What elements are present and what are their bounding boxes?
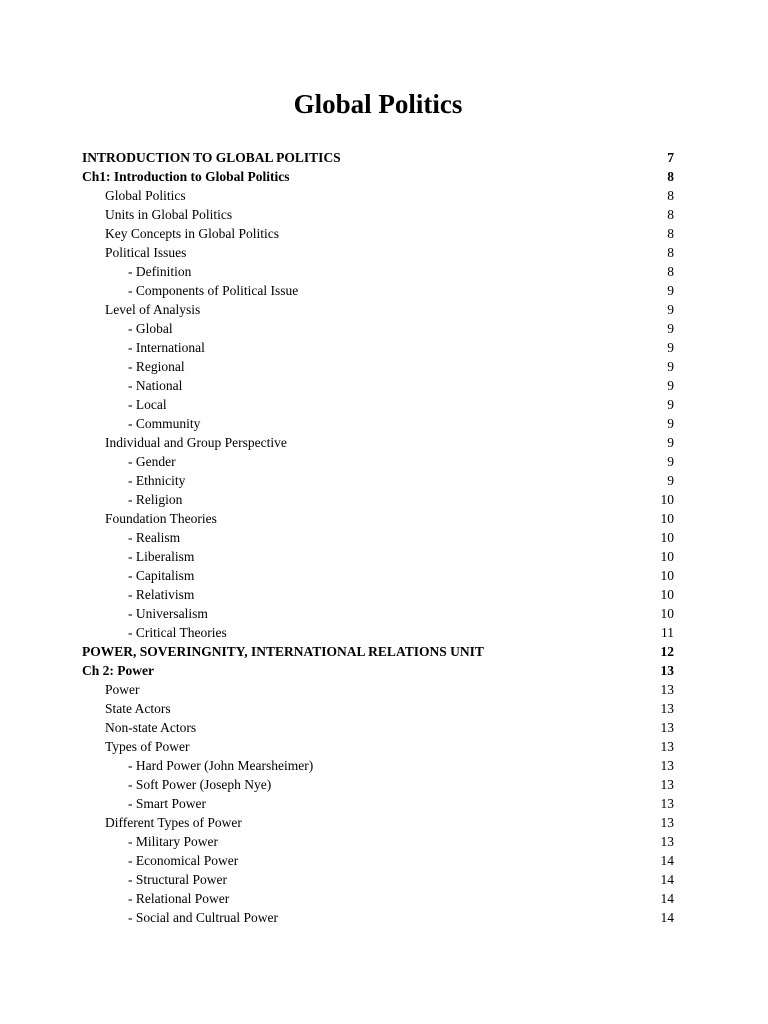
- toc-entry-label: - Liberalism: [128, 549, 195, 564]
- toc-entry-page-number: 10: [660, 568, 674, 583]
- toc-entry[interactable]: [82, 205, 674, 224]
- toc-entry[interactable]: [82, 889, 674, 908]
- toc-entry[interactable]: [82, 186, 674, 205]
- toc-entry-label: - International: [128, 340, 205, 355]
- table-of-contents: [82, 148, 674, 927]
- toc-entry-page-number: 10: [660, 530, 674, 545]
- toc-entry-page-number: 9: [667, 416, 674, 431]
- toc-entry[interactable]: [82, 623, 674, 642]
- toc-entry-label: - Definition: [128, 264, 192, 279]
- toc-entry-page-number: 10: [660, 606, 674, 621]
- toc-entry[interactable]: [82, 281, 674, 300]
- toc-entry[interactable]: [82, 414, 674, 433]
- toc-entry[interactable]: [82, 851, 674, 870]
- toc-entry-page-number: 9: [667, 473, 674, 488]
- toc-entry-page-number: 7: [667, 150, 674, 165]
- toc-entry-page-number: 13: [660, 758, 674, 773]
- toc-entry[interactable]: [82, 604, 674, 623]
- toc-entry-label: INTRODUCTION TO GLOBAL POLITICS: [82, 150, 341, 165]
- toc-entry-label: - Soft Power (Joseph Nye): [128, 777, 272, 792]
- toc-entry-label: - Hard Power (John Mearsheimer): [128, 758, 314, 773]
- toc-entry-label: - Global: [128, 321, 173, 336]
- toc-entry-page-number: 9: [667, 397, 674, 412]
- toc-entry[interactable]: [82, 338, 674, 357]
- toc-entry-page-number: 9: [667, 283, 674, 298]
- toc-entry-label: - Smart Power: [128, 796, 206, 811]
- toc-entry-page-number: 13: [660, 663, 674, 678]
- toc-entry-label: Ch 2: Power: [82, 663, 154, 678]
- toc-entry-page-number: 13: [660, 682, 674, 697]
- toc-entry[interactable]: [82, 395, 674, 414]
- toc-entry-page-number: 14: [660, 872, 674, 887]
- toc-entry-label: - Relational Power: [128, 891, 230, 906]
- toc-entry-page-number: 10: [660, 511, 674, 526]
- toc-entry-label: State Actors: [105, 701, 171, 716]
- toc-entry-label: - Regional: [128, 359, 185, 374]
- toc-entry-page-number: 9: [667, 340, 674, 355]
- toc-entry[interactable]: [82, 528, 674, 547]
- toc-entry[interactable]: [82, 794, 674, 813]
- toc-entry-label: - Universalism: [128, 606, 208, 621]
- toc-entry[interactable]: [82, 585, 674, 604]
- toc-entry-label: Different Types of Power: [105, 815, 242, 830]
- toc-entry-label: Individual and Group Perspective: [105, 435, 287, 450]
- toc-entry-page-number: 8: [667, 226, 674, 241]
- toc-entry[interactable]: [82, 718, 674, 737]
- toc-entry[interactable]: [82, 813, 674, 832]
- toc-entry[interactable]: [82, 908, 674, 927]
- toc-entry[interactable]: [82, 775, 674, 794]
- toc-entry[interactable]: [82, 167, 674, 186]
- toc-entry[interactable]: [82, 148, 674, 167]
- toc-entry[interactable]: [82, 756, 674, 775]
- toc-entry-page-number: 8: [667, 264, 674, 279]
- toc-entry-page-number: 10: [660, 587, 674, 602]
- toc-entry-label: Types of Power: [105, 739, 190, 754]
- toc-entry[interactable]: [82, 452, 674, 471]
- toc-entry-page-number: 14: [660, 910, 674, 925]
- toc-entry[interactable]: [82, 699, 674, 718]
- page-title: Global Politics: [293, 89, 463, 119]
- toc-entry-label: Foundation Theories: [105, 511, 217, 526]
- toc-entry-page-number: 9: [667, 454, 674, 469]
- toc-entry-label: - Ethnicity: [128, 473, 186, 488]
- toc-entry-page-number: 8: [667, 245, 674, 260]
- toc-entry-label: Global Politics: [105, 188, 186, 203]
- toc-entry-page-number: 13: [660, 720, 674, 735]
- toc-entry-label: - Religion: [128, 492, 183, 507]
- toc-entry-label: POWER, SOVERINGNITY, INTERNATIONAL RELATIONS UNIT: [82, 644, 484, 659]
- toc-entry-page-number: 8: [667, 207, 674, 222]
- toc-entry[interactable]: [82, 224, 674, 243]
- toc-entry[interactable]: [82, 547, 674, 566]
- toc-entry-label: - Local: [128, 397, 167, 412]
- toc-entry[interactable]: [82, 262, 674, 281]
- toc-entry-page-number: 9: [667, 435, 674, 450]
- toc-entry-label: - Components of Political Issue: [128, 283, 299, 298]
- toc-entry-page-number: 9: [667, 378, 674, 393]
- toc-entry-page-number: 10: [660, 549, 674, 564]
- toc-entry-label: - Community: [128, 416, 201, 431]
- toc-entry-page-number: 10: [660, 492, 674, 507]
- toc-entry-page-number: 11: [661, 625, 674, 640]
- toc-entry-page-number: 13: [660, 739, 674, 754]
- toc-entry-label: Non-state Actors: [105, 720, 197, 735]
- toc-entry[interactable]: [82, 433, 674, 452]
- toc-entry-label: - Structural Power: [128, 872, 227, 887]
- toc-entry-label: - National: [128, 378, 183, 393]
- toc-entry[interactable]: [82, 870, 674, 889]
- toc-entry-label: - Realism: [128, 530, 181, 545]
- toc-entry-page-number: 13: [660, 796, 674, 811]
- toc-entry[interactable]: [82, 319, 674, 338]
- toc-entry-label: Ch1: Introduction to Global Politics: [82, 169, 290, 184]
- toc-entry[interactable]: [82, 832, 674, 851]
- toc-entry-page-number: 9: [667, 321, 674, 336]
- toc-entry-page-number: 9: [667, 359, 674, 374]
- toc-entry-page-number: 9: [667, 302, 674, 317]
- toc-entry-page-number: 13: [660, 834, 674, 849]
- toc-entry-label: Units in Global Politics: [105, 207, 233, 222]
- toc-entry-label: - Military Power: [128, 834, 218, 849]
- toc-entry[interactable]: [82, 737, 674, 756]
- toc-entry[interactable]: [82, 357, 674, 376]
- toc-entry-page-number: 8: [667, 188, 674, 203]
- toc-entry-label: Level of Analysis: [105, 302, 201, 317]
- toc-entry-page-number: 13: [660, 815, 674, 830]
- toc-entry[interactable]: [82, 680, 674, 699]
- toc-entry[interactable]: [82, 376, 674, 395]
- toc-entry-page-number: 12: [660, 644, 674, 659]
- toc-entry-label: - Gender: [128, 454, 176, 469]
- toc-entry-label: - Capitalism: [128, 568, 195, 583]
- toc-entry-page-number: 8: [667, 169, 674, 184]
- toc-entry-page-number: 13: [660, 777, 674, 792]
- toc-entry-page-number: 14: [660, 891, 674, 906]
- toc-entry-label: Political Issues: [105, 245, 187, 260]
- toc-entry[interactable]: [82, 243, 674, 262]
- toc-entry[interactable]: [82, 509, 674, 528]
- toc-entry-label: Power: [105, 682, 140, 697]
- toc-entry[interactable]: [82, 300, 674, 319]
- toc-entry-label: - Economical Power: [128, 853, 239, 868]
- toc-entry[interactable]: [82, 642, 674, 661]
- toc-entry-label: - Social and Cultrual Power: [128, 910, 278, 925]
- toc-entry-label: Key Concepts in Global Politics: [105, 226, 279, 241]
- toc-entry[interactable]: [82, 566, 674, 585]
- toc-entry-label: - Critical Theories: [128, 625, 227, 640]
- toc-entry-page-number: 14: [660, 853, 674, 868]
- toc-entry[interactable]: [82, 490, 674, 509]
- toc-entry[interactable]: [82, 661, 674, 680]
- toc-entry-page-number: 13: [660, 701, 674, 716]
- toc-entry-label: - Relativism: [128, 587, 195, 602]
- toc-entry[interactable]: [82, 471, 674, 490]
